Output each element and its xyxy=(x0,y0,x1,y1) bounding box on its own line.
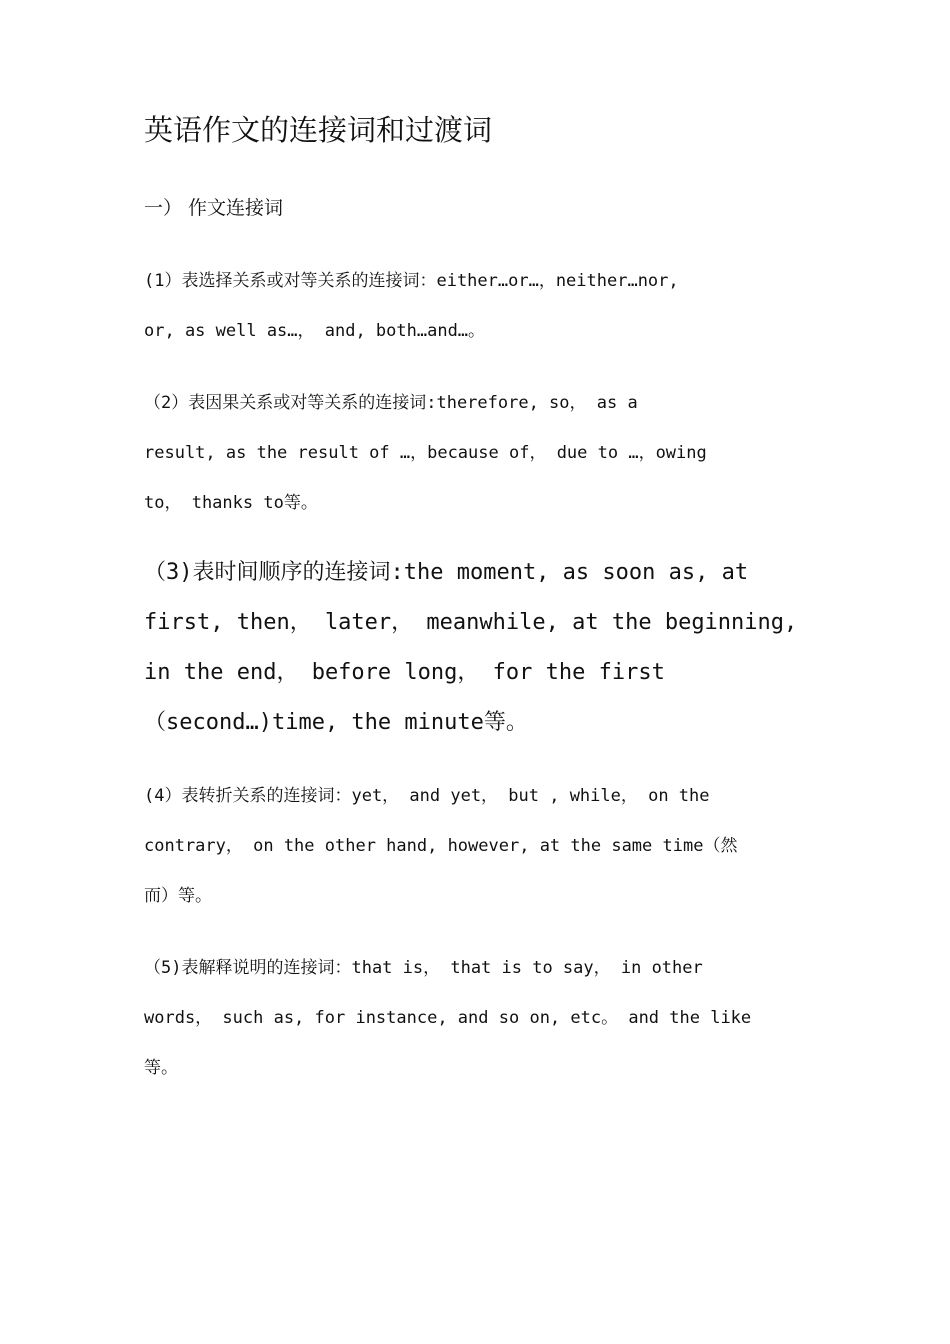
paragraph-line: first, then， later， meanwhile, at the beginning, xyxy=(144,610,798,635)
paragraph-line: (1）表选择关系或对等关系的连接词：either…or…，neither…nor, xyxy=(144,271,679,291)
document-title: 英语作文的连接词和过渡词 xyxy=(144,113,493,147)
paragraph-line: or, as well as…， and, both…and…。 xyxy=(144,321,486,341)
paragraph-line: （2）表因果关系或对等关系的连接词:therefore, so， as a xyxy=(144,393,638,413)
paragraph-cause-effect-connectives xyxy=(144,378,804,528)
paragraph-line: （5)表解释说明的连接词：that is， that is to say， in other xyxy=(144,958,703,978)
paragraph-line: （second…)time, the minute等。 xyxy=(144,710,528,735)
paragraph-line: words， such as, for instance, and so on, etc。 and the like xyxy=(144,1008,752,1028)
section-heading: 一） 作文连接词 xyxy=(144,197,284,219)
paragraph-line: (4）表转折关系的连接词：yet， and yet， but , while， on the xyxy=(144,786,710,806)
paragraph-explanation-connectives xyxy=(144,943,804,1093)
paragraph-choice-connectives xyxy=(144,256,804,356)
paragraph-line: contrary， on the other hand, however, at the same time（然 xyxy=(144,836,738,856)
paragraph-line: （3)表时间顺序的连接词:the moment, as soon as, at xyxy=(144,560,749,585)
paragraph-line: 而）等。 xyxy=(144,886,212,906)
paragraph-line: result, as the result of …，because of， due to …，owing xyxy=(144,443,707,463)
paragraph-line: 等。 xyxy=(144,1058,178,1078)
paragraph-line: to， thanks to等。 xyxy=(144,493,318,513)
paragraph-time-order-connectives xyxy=(144,548,804,748)
paragraph-line: in the end， before long， for the first xyxy=(144,660,665,685)
paragraph-contrast-connectives xyxy=(144,771,804,921)
